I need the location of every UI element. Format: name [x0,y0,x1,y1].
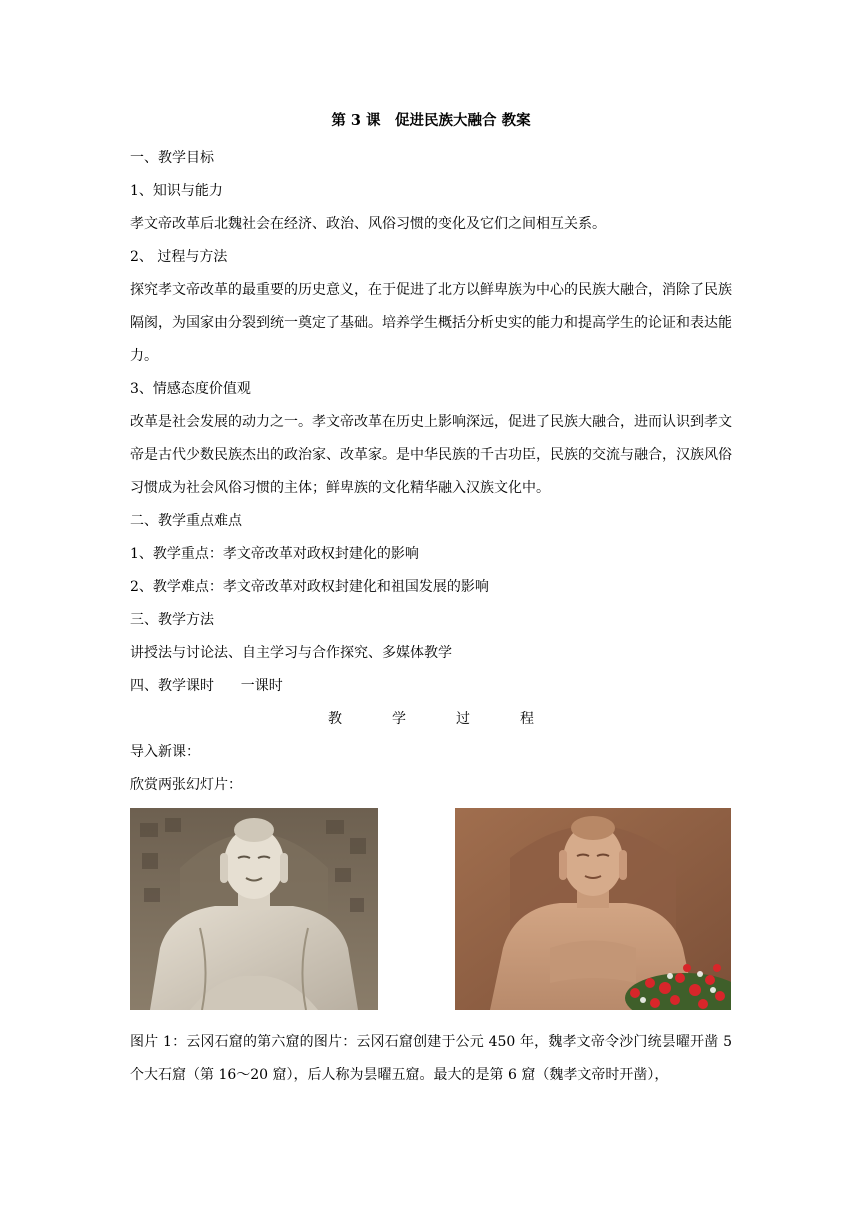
paragraph-process: 探究孝文帝改革的最重要的历史意义，在于促进了北方以鲜卑族为中心的民族大融合，消除了民族隔阂，为国家由分裂到统一奠定了基础。培养学生概括分析史实的能力和提高学生的论证和表达能力。 [130,282,732,364]
class-hours-line [130,670,732,703]
key-point-1: 1、教学重点：孝文帝改革对政权封建化的影响 [130,546,419,562]
section-heading-key-points: 二、教学重点难点 [130,513,242,529]
section-heading-objectives: 一、教学目标 [130,150,214,166]
subheading-knowledge: 1、知识与能力 [130,183,223,199]
class-hours-label: 四、教学课时 [130,678,214,694]
intro-label: 导入新课： [130,744,200,760]
teaching-process-heading [130,703,732,736]
paragraph-values: 改革是社会发展的动力之一。孝文帝改革在历史上影响深远，促进了民族大融合，进而认识到孝文帝是古代少数民族杰出的政治家、改革家。是中华民族的千古功臣，民族的交流与融合，汉族风俗习惯成为社会风俗习惯的主体；鲜卑族的文化精华融入汉族文化中。 [130,414,732,496]
paragraph-methods: 讲授法与讨论法、自主学习与合作探究、多媒体教学 [130,645,452,661]
key-point-2: 2、教学难点：孝文帝改革对政权封建化和祖国发展的影响 [130,579,489,595]
document-body [130,110,732,1092]
slides-label: 欣赏两张幻灯片： [130,777,242,793]
section-heading-methods: 三、教学方法 [130,612,214,628]
subheading-process: 2、 过程与方法 [130,249,228,265]
process-char: 学 [392,711,406,727]
slide-images [130,808,732,1020]
process-char: 程 [520,711,534,727]
image-caption: 图片 1：云冈石窟的第六窟的图片：云冈石窟创建于公元 450 年，魏孝文帝令沙门统昙曜开凿 5 个大石窟（第 16～20 窟），后人称为昙曜五窟。最大的是第 6 窟（魏孝文帝时开凿）， [130,1034,732,1083]
paragraph-knowledge: 孝文帝改革后北魏社会在经济、政治、风俗习惯的变化及它们之间相互关系。 [130,216,606,232]
class-hours-value: 一课时 [240,678,283,694]
document-title: 第 3 课 促进民族大融合 教案 [331,112,531,129]
process-char: 过 [456,711,470,727]
yungang-buddha-image [130,808,378,1010]
longmen-buddha-image [455,808,731,1010]
subheading-values: 3、情感态度价值观 [130,381,251,397]
process-char: 教 [328,711,342,727]
